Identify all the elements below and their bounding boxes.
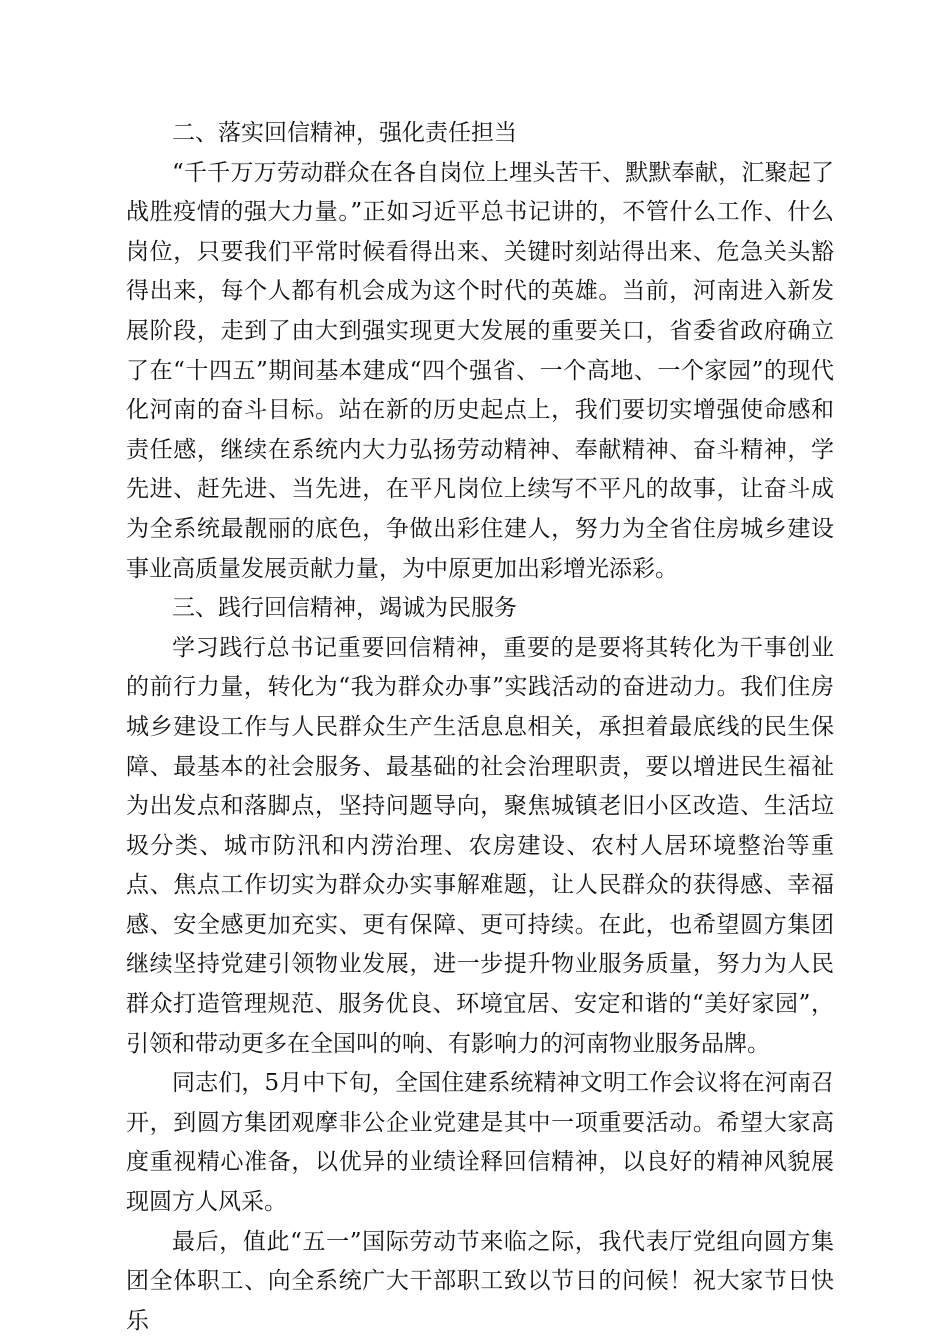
section-heading-2: 二、落实回信精神，强化责任担当 [172,120,517,146]
paragraph-closing-greeting: 最后，值此“五一”国际劳动节来临之际，我代表厅党组向圆方集团全体职工、向全系统广大干部职工致以节日的问候！祝大家节日快乐 [126,1228,834,1334]
document-body [126,114,834,1341]
paragraph-3-body: 学习践行总书记重要回信精神，重要的是要将其转化为干事创业的前行力量，转化为“我为群众办事”实践活动的奋进动力。我们住房城乡建设工作与人民群众生产生活息息相关，承担着最底线的民生保障、最基本的社会服务、最基础的社会治理职责，要以增进民生福祉为出发点和落脚点，坚持问题导向，聚焦城镇老旧小区改造、生活垃圾分类、城市防汛和内涝治理、农房建设、农村人居环境整治等重点、焦点工作切实为群众办实事解难题，让人民群众的获得感、幸福感、安全感更加充实、更有保障、更可持续。在此，也希望圆方集团继续坚持党建引领物业发展，进一步提升物业服务质量，努力为人民群众打造管理规范、服务优良、环境宜居、安定和谐的“美好家园”，引领和带动更多在全国叫的响、有影响力的河南物业服务品牌。 [126,634,834,1057]
paragraph-2-body: “千千万万劳动群众在各自岗位上埋头苦干、默默奉献，汇聚起了战胜疫情的强大力量。”正如习近平总书记讲的，不管什么工作、什么岗位，只要我们平常时候看得出来、关键时刻站得出来、危急关头豁得出来，每个人都有机会成为这个时代的英雄。当前，河南进入新发展阶段，走到了由大到强实现更大发展的重要关口，省委省政府确立了在“十四五”期间基本建成“四个强省、一个高地、一个家园”的现代化河南的奋斗目标。站在新的历史起点上，我们要切实增强使命感和责任感，继续在系统内大力弘扬劳动精神、奉献精神、奋斗精神，学先进、赶先进、当先进，在平凡岗位上续写不平凡的故事，让奋斗成为全系统最靓丽的底色，争做出彩住建人，努力为全省住房城乡建设事业高质量发展贡献力量，为中原更加出彩增光添彩。 [126,159,834,582]
paragraph-meeting-notice: 同志们，5月中下旬，全国住建系统精神文明工作会议将在河南召开，到圆方集团观摩非公企业党建是其中一项重要活动。希望大家高度重视精心准备，以优异的业绩诠释回信精神，以良好的精神风貌展现圆方人风采。 [126,1070,834,1216]
section-heading-3: 三、践行回信精神，竭诚为民服务 [172,595,517,622]
